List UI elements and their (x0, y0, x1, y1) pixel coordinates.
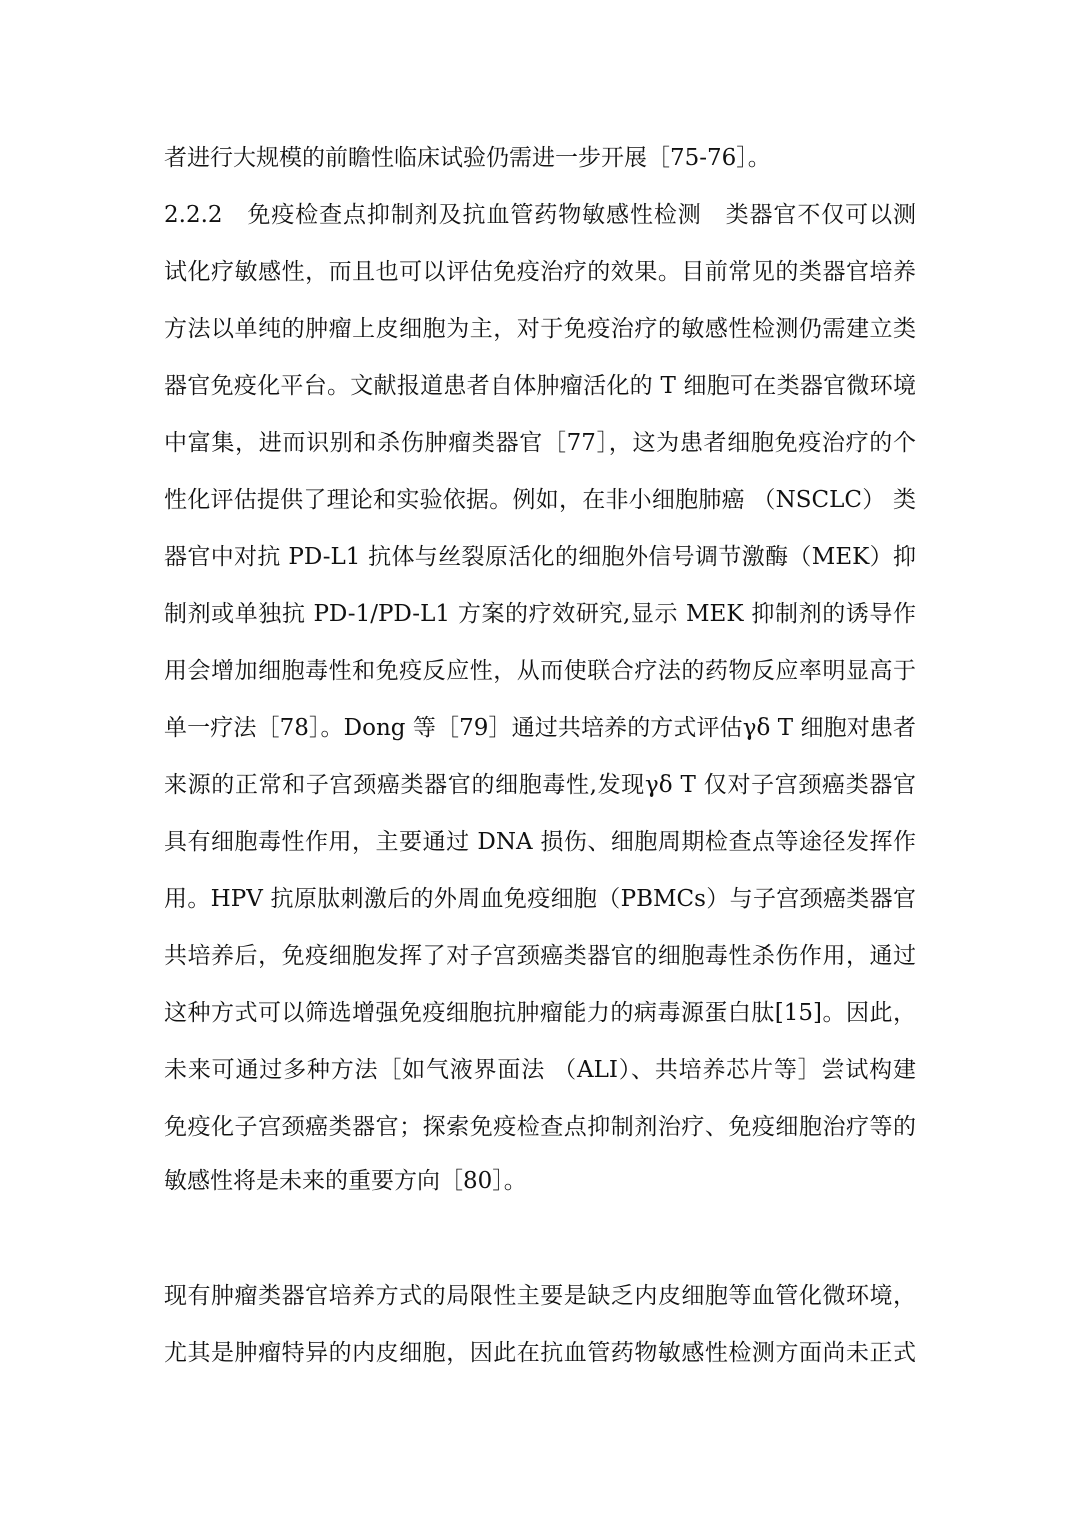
text-line: 用。HPV 抗原肽刺激后的外周血免疫细胞（PBMCs）与子宫颈癌类器官 (164, 886, 916, 912)
text-line: 方法以单纯的肿瘤上皮细胞为主，对于免疫治疗的敏感性检测仍需建立类 (164, 316, 916, 342)
text-line: 尤其是肿瘤特异的内皮细胞，因此在抗血管药物敏感性检测方面尚未正式 (164, 1340, 916, 1366)
text-line: 具有细胞毒性作用，主要通过 DNA 损伤、细胞周期检查点等途径发挥作 (164, 829, 916, 855)
text-line: 敏感性将是未来的重要方向［80］。 (164, 1168, 527, 1194)
text-line: 用会增加细胞毒性和免疫反应性，从而使联合疗法的药物反应率明显高于 (164, 658, 916, 684)
text-line: 未来可通过多种方法［如气液界面法 （ALI）、共培养芯片等］尝试构建 (164, 1057, 916, 1083)
text-line: 器官中对抗 PD-L1 抗体与丝裂原活化的细胞外信号调节激酶（MEK）抑 (164, 544, 916, 570)
text-line: 器官免疫化平台。文献报道患者自体肿瘤活化的 T 细胞可在类器官微环境 (164, 373, 916, 399)
text-line: 试化疗敏感性，而且也可以评估免疫治疗的效果。目前常见的类器官培养 (164, 259, 916, 285)
text-line: 性化评估提供了理论和实验依据。例如，在非小细胞肺癌 （NSCLC） 类 (164, 487, 916, 513)
text-line: 单一疗法［78］。Dong 等［79］通过共培养的方式评估γδ T 细胞对患者 (164, 715, 916, 741)
text-line: 现有肿瘤类器官培养方式的局限性主要是缺乏内皮细胞等血管化微环境， (164, 1283, 916, 1309)
text-line: 制剂或单独抗 PD-1/PD-L1 方案的疗效研究,显示 MEK 抑制剂的诱导作 (164, 601, 916, 627)
text-line: 共培养后，免疫细胞发挥了对子宫颈癌类器官的细胞毒性杀伤作用，通过 (164, 943, 916, 969)
text-line: 这种方式可以筛选增强免疫细胞抗肿瘤能力的病毒源蛋白肽[15]。因此， (164, 1000, 916, 1026)
text-line: 者进行大规模的前瞻性临床试验仍需进一步开展［75-76］。 (164, 145, 771, 171)
text-line: 来源的正常和子宫颈癌类器官的细胞毒性,发现γδ T 仅对子宫颈癌类器官 (164, 772, 916, 798)
section-heading-line: 2.2.2 免疫检查点抑制剂及抗血管药物敏感性检测 类器官不仅可以测 (164, 202, 916, 228)
text-line: 中富集，进而识别和杀伤肿瘤类器官［77］，这为患者细胞免疫治疗的个 (164, 430, 916, 456)
text-line: 免疫化子宫颈癌类器官；探索免疫检查点抑制剂治疗、免疫细胞治疗等的 (164, 1114, 916, 1140)
